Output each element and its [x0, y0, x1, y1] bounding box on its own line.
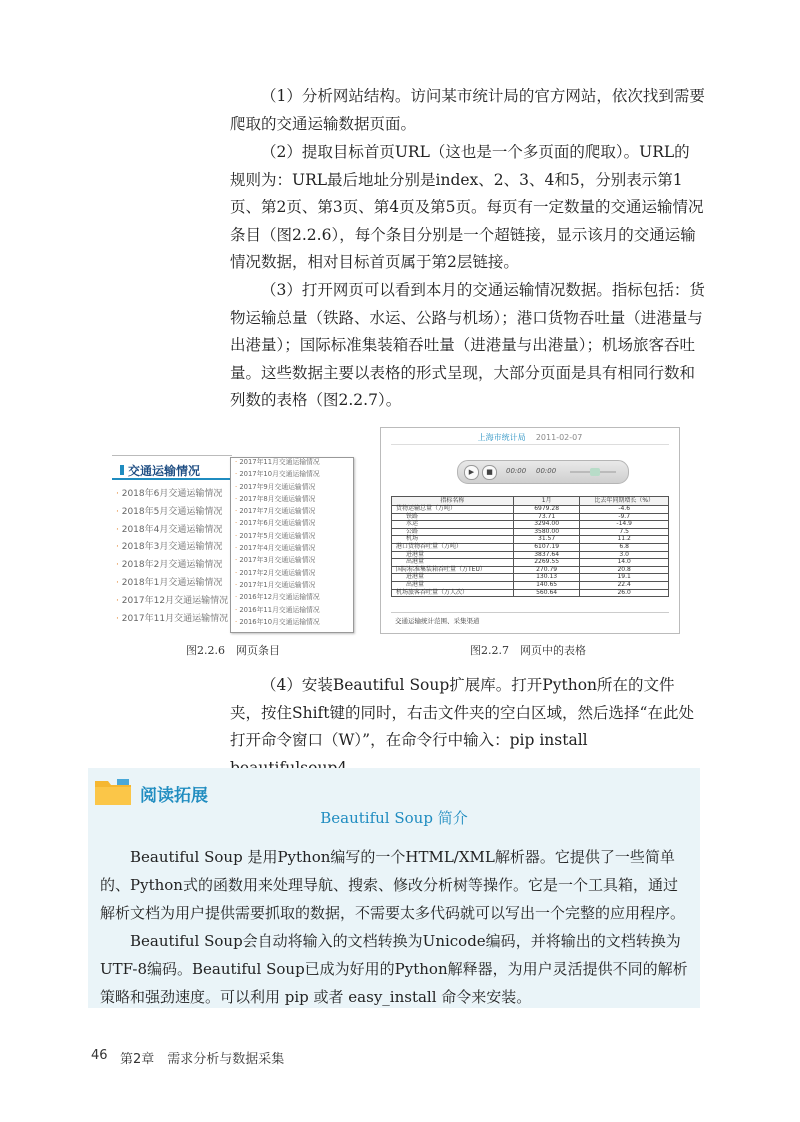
site-date: 2011-02-07 — [535, 433, 583, 442]
table-cell: 进港量 — [392, 574, 514, 582]
entries-right-item[interactable] — [235, 457, 351, 468]
data-table-wrap — [391, 496, 669, 597]
bullet-icon: · — [235, 494, 240, 503]
media-player[interactable] — [457, 460, 629, 484]
table-cell: 11.2 — [580, 536, 669, 544]
entry-link-text[interactable]: 2017年11月交通运输情况 — [121, 613, 229, 624]
entries-list-right — [230, 457, 354, 633]
bullet-icon: · — [235, 507, 240, 516]
table-cell: 3294.00 — [513, 521, 579, 529]
table-cell: 73.71 — [513, 513, 579, 521]
entries-left-item[interactable] — [116, 611, 232, 629]
table-footnote-rule — [391, 612, 669, 613]
entries-left-item[interactable] — [116, 593, 232, 611]
table-cell: 6.8 — [580, 543, 669, 551]
entries-right-item[interactable] — [235, 542, 351, 554]
table-cell: -4.6 — [580, 506, 669, 514]
entry-link-text[interactable]: 2018年3月交通运输情况 — [121, 542, 223, 553]
entries-header — [112, 462, 232, 480]
table-cell: 140.65 — [513, 581, 579, 589]
table-body — [392, 506, 669, 597]
bullet-icon: · — [235, 617, 240, 626]
entry-link-text[interactable]: 2017年4月交通运输情况 — [239, 544, 316, 553]
entries-right-item[interactable] — [235, 616, 351, 628]
entries-left-items — [116, 486, 232, 628]
table-cell: 进港量 — [392, 551, 514, 559]
figure-web-table — [380, 427, 680, 634]
table-cell: 20.8 — [580, 566, 669, 574]
entry-link-text[interactable]: 2017年9月交通运输情况 — [239, 482, 316, 491]
entries-header-marker-icon — [120, 465, 124, 475]
table-cell: -14.9 — [580, 521, 669, 529]
play-button[interactable]: ▶ — [464, 465, 479, 480]
stop-button[interactable]: ■ — [482, 465, 497, 480]
table-cell: 3580.00 — [513, 528, 579, 536]
table-cell: 机场 — [392, 536, 514, 544]
bullet-icon: · — [116, 595, 122, 606]
entry-link-text[interactable]: 2017年7月交通运输情况 — [239, 507, 316, 516]
table-row — [392, 589, 669, 597]
extension-paragraph-2: Beautiful Soup会自动将输入的文档转换为Unicode编码，并将输出的文档转换为UTF-8编码。Beautiful Soup已成为好用的Python解释器，为用户灵活提供不同的解析策略和强劲速度。可以利用 pip 或者 easy_install 命令来安装。 — [100, 932, 688, 1006]
extension-paragraph-1: Beautiful Soup 是用Python编写的一个HTML/XML解析器。它提供了一些简单的、Python式的函数用来处理导航、搜索、修改分析树等操作。它是一个工具箱，通过解析文档为用户提供需要抓取的数据，不需要太多代码就可以写出一个完整的应用程序。 — [100, 848, 686, 922]
entry-link-text[interactable]: 2017年1月交通运输情况 — [239, 580, 316, 589]
table-cell: 机场旅客吞吐量（万人次） — [392, 589, 514, 597]
figure-web-entries — [110, 455, 355, 635]
table-header-cell: 指标名称 — [392, 497, 514, 506]
table-cell: -9.7 — [580, 513, 669, 521]
bullet-icon: · — [235, 580, 240, 589]
table-cell: 19.1 — [580, 574, 669, 582]
bullet-icon: · — [116, 613, 122, 624]
entry-link-text[interactable]: 2016年10月交通运输情况 — [239, 617, 320, 626]
table-cell: 6979.28 — [513, 506, 579, 514]
entries-right-item[interactable] — [235, 567, 351, 579]
table-row — [392, 543, 669, 551]
bullet-icon: · — [235, 458, 240, 466]
table-cell: 7.5 — [580, 528, 669, 536]
folder-icon — [94, 776, 132, 806]
entries-right-item[interactable] — [235, 530, 351, 542]
entry-link-text[interactable]: 2017年12月交通运输情况 — [121, 595, 229, 606]
bullet-icon: · — [116, 489, 122, 499]
entries-list-left — [112, 455, 232, 634]
entries-right-item[interactable] — [235, 481, 351, 493]
table-row — [392, 581, 669, 589]
bullet-icon: · — [235, 556, 240, 565]
bullet-icon: · — [235, 482, 240, 491]
table-cell: 31.57 — [513, 536, 579, 544]
paragraph-step-4: （4）安装Beautiful Soup扩展库。打开Python所在的文件夹，按住Shift键的同时，右击文件夹的空白区域，然后选择“在此处打开命令窗口（W）”，在命令行中输入：pip install — [230, 676, 694, 749]
entry-link-text[interactable]: 2018年2月交通运输情况 — [121, 560, 223, 571]
extension-title: Beautiful Soup 简介 — [320, 809, 468, 827]
entry-link-text[interactable]: 2016年11月交通运输情况 — [239, 605, 320, 614]
table-cell: 水运 — [392, 521, 514, 529]
table-cell: 14.0 — [580, 559, 669, 567]
bullet-icon: · — [116, 577, 122, 588]
entry-link-text[interactable]: 2017年11月交通运输情况 — [239, 458, 320, 466]
table-cell: 出港量 — [392, 559, 514, 567]
table-cell: 3.0 — [580, 551, 669, 559]
bullet-icon: · — [116, 506, 122, 517]
table-cell: 铁路 — [392, 513, 514, 521]
entry-link-text[interactable]: 2017年8月交通运输情况 — [239, 494, 316, 503]
volume-handle[interactable] — [590, 468, 600, 476]
entries-left-item[interactable] — [116, 539, 232, 557]
entries-right-item[interactable] — [235, 591, 351, 603]
entries-left-item[interactable] — [116, 557, 232, 575]
paragraph-step-1: （1）分析网站结构。访问某市统计局的官方网站，依次找到需要爬取的交通运输数据页面。 — [230, 87, 705, 133]
paragraph-step-2: （2）提取目标首页URL（这也是一个多页面的爬取）。URL的规则为：URL最后地址分别是index、2、3、4和5，分别表示第1页、第2页、第3页、第4页及第5页。每页有一定数量的交通运输情况条目（图2.2.6），每个条目分别是一个超链接，显示该月的交通运输情况数据，相对目标首页属于第2层链接。 — [230, 143, 704, 271]
bullet-icon: · — [116, 524, 122, 535]
entry-link-text[interactable]: 2018年5月交通运输情况 — [121, 506, 223, 517]
entries-header-title: 交通运输情况 — [128, 464, 201, 478]
table-header-cell: 1月 — [513, 497, 579, 506]
bullet-icon: · — [235, 568, 240, 577]
entries-right-item[interactable] — [235, 505, 351, 517]
table-cell: 3837.64 — [513, 551, 579, 559]
table-cell: 26.0 — [580, 589, 669, 597]
reading-extension-label: 阅读拓展 — [140, 786, 208, 806]
table-cell: 公路 — [392, 528, 514, 536]
figure-2-2-7-caption: 图2.2.7 网页中的表格 — [470, 644, 586, 657]
table-cell: 2269.55 — [513, 559, 579, 567]
bullet-icon: · — [116, 542, 122, 553]
bullet-icon: · — [235, 470, 240, 479]
entries-left-item[interactable] — [116, 504, 232, 522]
table-cell: 6107.19 — [513, 543, 579, 551]
data-table — [391, 496, 669, 597]
bullet-icon: · — [235, 531, 240, 540]
entry-link-text[interactable]: 2016年12月交通运输情况 — [239, 593, 320, 602]
table-cell: 270.79 — [513, 566, 579, 574]
site-header — [381, 432, 679, 443]
table-footnote[interactable]: 交通运输统计范围、采集渠道 — [395, 617, 480, 625]
chapter-title: 第2章 需求分析与数据采集 — [120, 1052, 285, 1067]
entry-link-text[interactable]: 2018年1月交通运输情况 — [121, 577, 223, 588]
bullet-icon: · — [235, 593, 240, 602]
figure-2-2-6-caption: 图2.2.6 网页条目 — [186, 644, 280, 657]
entries-right-items — [235, 457, 351, 628]
entry-link-text[interactable]: 2017年6月交通运输情况 — [239, 519, 316, 528]
table-cell: 货物运输总量（万吨） — [392, 506, 514, 514]
paragraph-step-3: （3）打开网页可以看到本月的交通运输情况数据。指标包括：货物运输总量（铁路、水运、公路与机场）；港口货物吞吐量（进港量与出港量）；国际标准集装箱吞吐量（进港量与出港量）；机场旅客吞吐量。这些数据主要以表格的形式呈现，大部分页面是具有相同行数和列数的表格（图2.2.7）。 — [230, 281, 705, 409]
table-header-cell: 比去年同期增长（%） — [580, 497, 669, 506]
site-title: 上海市统计局 — [477, 433, 526, 442]
player-time: 00:00 — [506, 467, 527, 475]
entry-link-text[interactable]: 2017年3月交通运输情况 — [239, 556, 316, 565]
page-number: 46 — [91, 1048, 108, 1063]
bullet-icon: · — [235, 519, 240, 528]
table-cell: 560.64 — [513, 589, 579, 597]
entries-right-item[interactable] — [235, 468, 351, 480]
bullet-icon: · — [235, 605, 240, 614]
entry-link-text[interactable]: 2018年6月交通运输情况 — [121, 489, 223, 499]
entries-right-item[interactable] — [235, 493, 351, 505]
entries-right-item[interactable] — [235, 579, 351, 591]
table-cell: 港口货物吞吐量（万吨） — [392, 543, 514, 551]
entries-right-item[interactable] — [235, 604, 351, 616]
entry-link-text[interactable]: 2018年4月交通运输情况 — [121, 524, 223, 535]
bullet-icon: · — [116, 560, 122, 571]
entries-right-item[interactable] — [235, 554, 351, 566]
player-duration: 00:00 — [536, 467, 557, 475]
table-row — [392, 506, 669, 514]
table-cell: 出港量 — [392, 581, 514, 589]
bullet-icon: · — [235, 544, 240, 553]
table-cell: 国际标准集装箱吞吐量（万TEU） — [392, 566, 514, 574]
entry-link-text[interactable]: 2017年10月交通运输情况 — [239, 470, 320, 479]
entries-left-item[interactable] — [116, 575, 232, 593]
entry-link-text[interactable]: 2017年2月交通运输情况 — [239, 568, 316, 577]
entries-left-item[interactable] — [116, 522, 232, 540]
entry-link-text[interactable]: 2017年5月交通运输情况 — [239, 531, 316, 540]
table-cell: 22.4 — [580, 581, 669, 589]
entries-right-item[interactable] — [235, 517, 351, 529]
table-cell: 130.13 — [513, 574, 579, 582]
site-header-rule — [391, 444, 669, 445]
entries-left-item[interactable] — [116, 486, 232, 504]
